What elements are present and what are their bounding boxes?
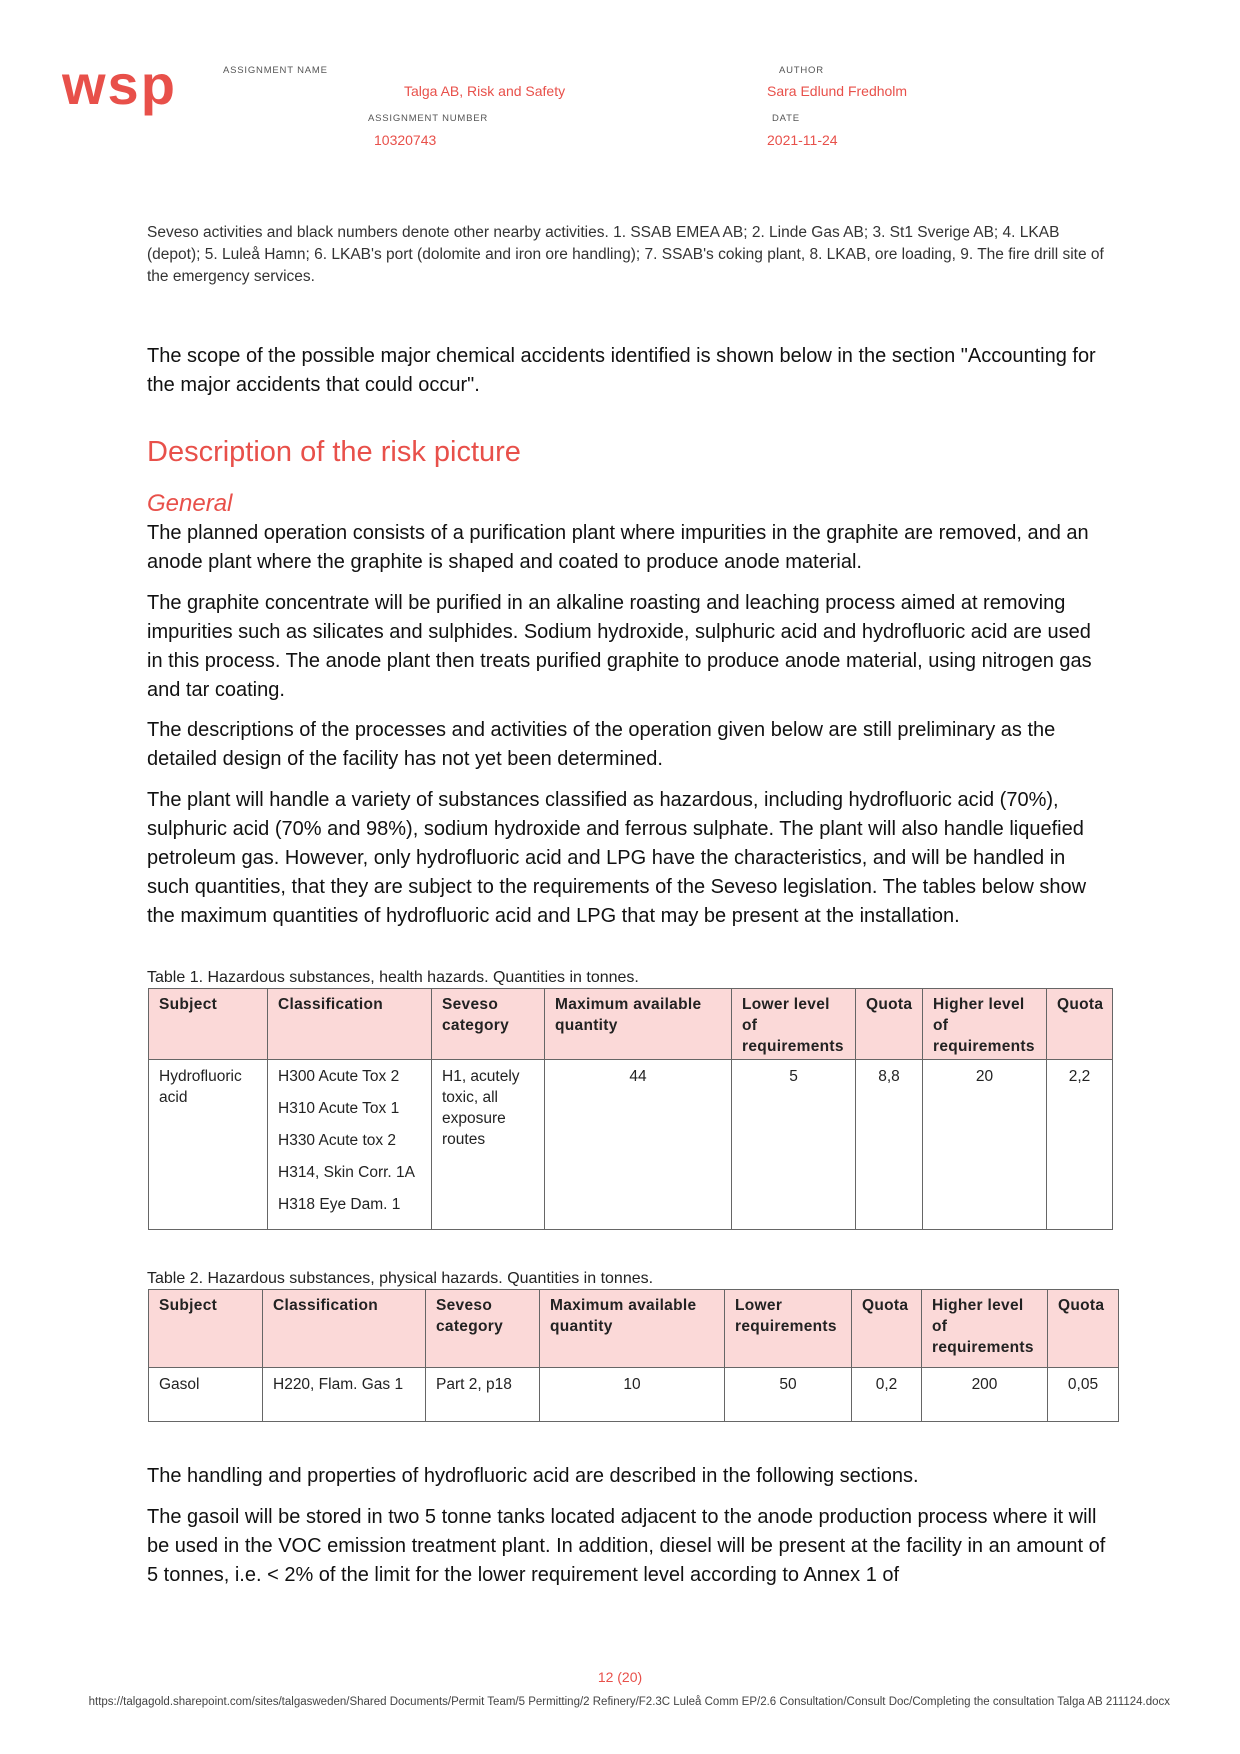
table2-cell-seveso: Part 2, p18 [426, 1368, 540, 1422]
classification-line: H314, Skin Corr. 1A [278, 1164, 415, 1181]
table2-cell-max-qty: 10 [540, 1368, 725, 1422]
assignment-number-value: 10320743 [374, 132, 437, 148]
table2-header-lower: Lower requirements [725, 1290, 852, 1368]
after-paragraph-2: The gasoil will be stored in two 5 tonne tanks located adjacent to the anode production process where it will be used in the VOC emission treatment plant. In addition, diesel will be present at the facility in an amount of 5 tonnes, i.e. < 2% of the limit for the lower requirement level according to Annex 1 of [147, 1506, 1106, 1586]
table2-cell-classification: H220, Flam. Gas 1 [263, 1368, 426, 1422]
table1-cell-lower: 5 [732, 1060, 856, 1230]
table1-cell-quota-2: 2,2 [1047, 1060, 1113, 1230]
table1-header-quota-2: Quota [1047, 989, 1113, 1060]
table2-header-row [149, 1290, 1119, 1368]
table2-cell-higher: 200 [922, 1368, 1048, 1422]
table2-header-subject: Subject [149, 1290, 263, 1368]
table2-cell-lower: 50 [725, 1368, 852, 1422]
table2-header-classification: Classification [263, 1290, 426, 1368]
table1-cell-classification [268, 1060, 432, 1230]
table-row [149, 1368, 1119, 1422]
svg-text:wsp: wsp [62, 60, 177, 116]
table-row [149, 1060, 1113, 1230]
author-label: AUTHOR [779, 65, 824, 76]
table1-header-max-qty: Maximum available quantity [545, 989, 732, 1060]
classification-line: H300 Acute Tox 2 [278, 1068, 400, 1085]
table2-caption: Table 2. Hazardous substances, physical hazards. Quantities in tonnes. [147, 1270, 654, 1287]
table2 [148, 1289, 1119, 1422]
assignment-number-label: ASSIGNMENT NUMBER [368, 113, 489, 124]
table1-cell-subject: Hydrofluoric acid [149, 1060, 268, 1230]
table2-header-max-qty: Maximum available quantity [540, 1290, 725, 1368]
paragraph-1: The planned operation consists of a purification plant where impurities in the graphite are removed, and an anode plant where the graphite is shaped and coated to produce anode material. [147, 522, 1089, 573]
table2-cell-quota-2: 0,05 [1048, 1368, 1119, 1422]
table2-header-higher: Higher level of requirements [922, 1290, 1048, 1368]
table2-header-seveso: Seveso category [426, 1290, 540, 1368]
figure-caption: Seveso activities and black numbers denote other nearby activities. 1. SSAB EMEA AB; 2. Linde Gas AB; 3. St1 Sverige AB; 4. LKAB (depot); 5. Luleå Hamn; 6. LKAB's port (dolomite and iron ore handling); 7. SSAB's coking plant, 8. LKAB, ore loading, 9. The fire drill site of the emergency services. [147, 224, 1104, 285]
paragraph-2: The graphite concentrate will be purified in an alkaline roasting and leaching process aimed at removing impurities such as silicates and sulphides. Sodium hydroxide, sulphuric acid and hydrofluoric acid are used in this process. The anode plant then treats purified graphite to produce anode material, using nitrogen gas and tar coating. [147, 592, 1092, 701]
classification-line: H330 Acute tox 2 [278, 1132, 397, 1149]
section-title: Description of the risk picture [147, 436, 521, 468]
table2-header-quota: Quota [852, 1290, 922, 1368]
table1-header-classification: Classification [268, 989, 432, 1060]
paragraph-4: The plant will handle a variety of substances classified as hazardous, including hydrofluoric acid (70%), sulphuric acid (70% and 98%), sodium hydroxide and ferrous sulphate. The plant will also handle liquefied petroleum gas. However, only hydrofluoric acid and LPG have the characteristics, and will be handled in such quantities, that they are subject to the requirements of the Seveso legislation. The tables below show the maximum quantities of hydrofluoric acid and LPG that may be present at the installation. [147, 789, 1087, 927]
table1-header-quota: Quota [856, 989, 923, 1060]
author-value: Sara Edlund Fredholm [767, 83, 908, 99]
assignment-name-value: Talga AB, Risk and Safety [404, 83, 566, 99]
classification-line: H310 Acute Tox 1 [278, 1100, 400, 1117]
date-value: 2021-11-24 [767, 132, 838, 148]
table1-caption: Table 1. Hazardous substances, health hazards. Quantities in tonnes. [147, 969, 639, 986]
table1-cell-max-qty: 44 [545, 1060, 732, 1230]
table1-cell-higher: 20 [923, 1060, 1047, 1230]
table1-cell-quota: 8,8 [856, 1060, 923, 1230]
table1-header-higher: Higher level of requirements [923, 989, 1047, 1060]
document-path: https://talgagold.sharepoint.com/sites/talgasweden/Shared Documents/Permit Team/5 Permitting/2 Refinery/F2.3C Luleå Comm EP/2.6 Consultation/Consult Doc/Completing the consultation Talga AB 211124.docx [88, 1696, 1170, 1708]
table1-header-seveso: Seveso category [432, 989, 545, 1060]
subsection-title: General [147, 490, 233, 517]
table2-cell-quota: 0,2 [852, 1368, 922, 1422]
table1-cell-seveso: H1, acutely toxic, all exposure routes [432, 1060, 545, 1230]
after-paragraph-1: The handling and properties of hydrofluoric acid are described in the following sections. [147, 1465, 919, 1487]
table1-header-lower: Lower level of requirements [732, 989, 856, 1060]
intro-paragraph: The scope of the possible major chemical accidents identified is shown below in the section "Accounting for the major accidents that could occur". [147, 345, 1096, 396]
table1 [148, 988, 1113, 1230]
table2-header-quota-2: Quota [1048, 1290, 1119, 1368]
table2-cell-subject: Gasol [149, 1368, 263, 1422]
assignment-name-label: ASSIGNMENT NAME [223, 65, 328, 76]
table1-header-row [149, 989, 1113, 1060]
classification-line: H318 Eye Dam. 1 [278, 1196, 401, 1213]
paragraph-3: The descriptions of the processes and activities of the operation given below are still preliminary as the detailed design of the facility has not yet been determined. [147, 719, 1056, 770]
page-number: 12 (20) [597, 1669, 643, 1685]
table1-header-subject: Subject [149, 989, 268, 1060]
wsp-logo [62, 60, 212, 140]
date-label: DATE [772, 113, 800, 124]
